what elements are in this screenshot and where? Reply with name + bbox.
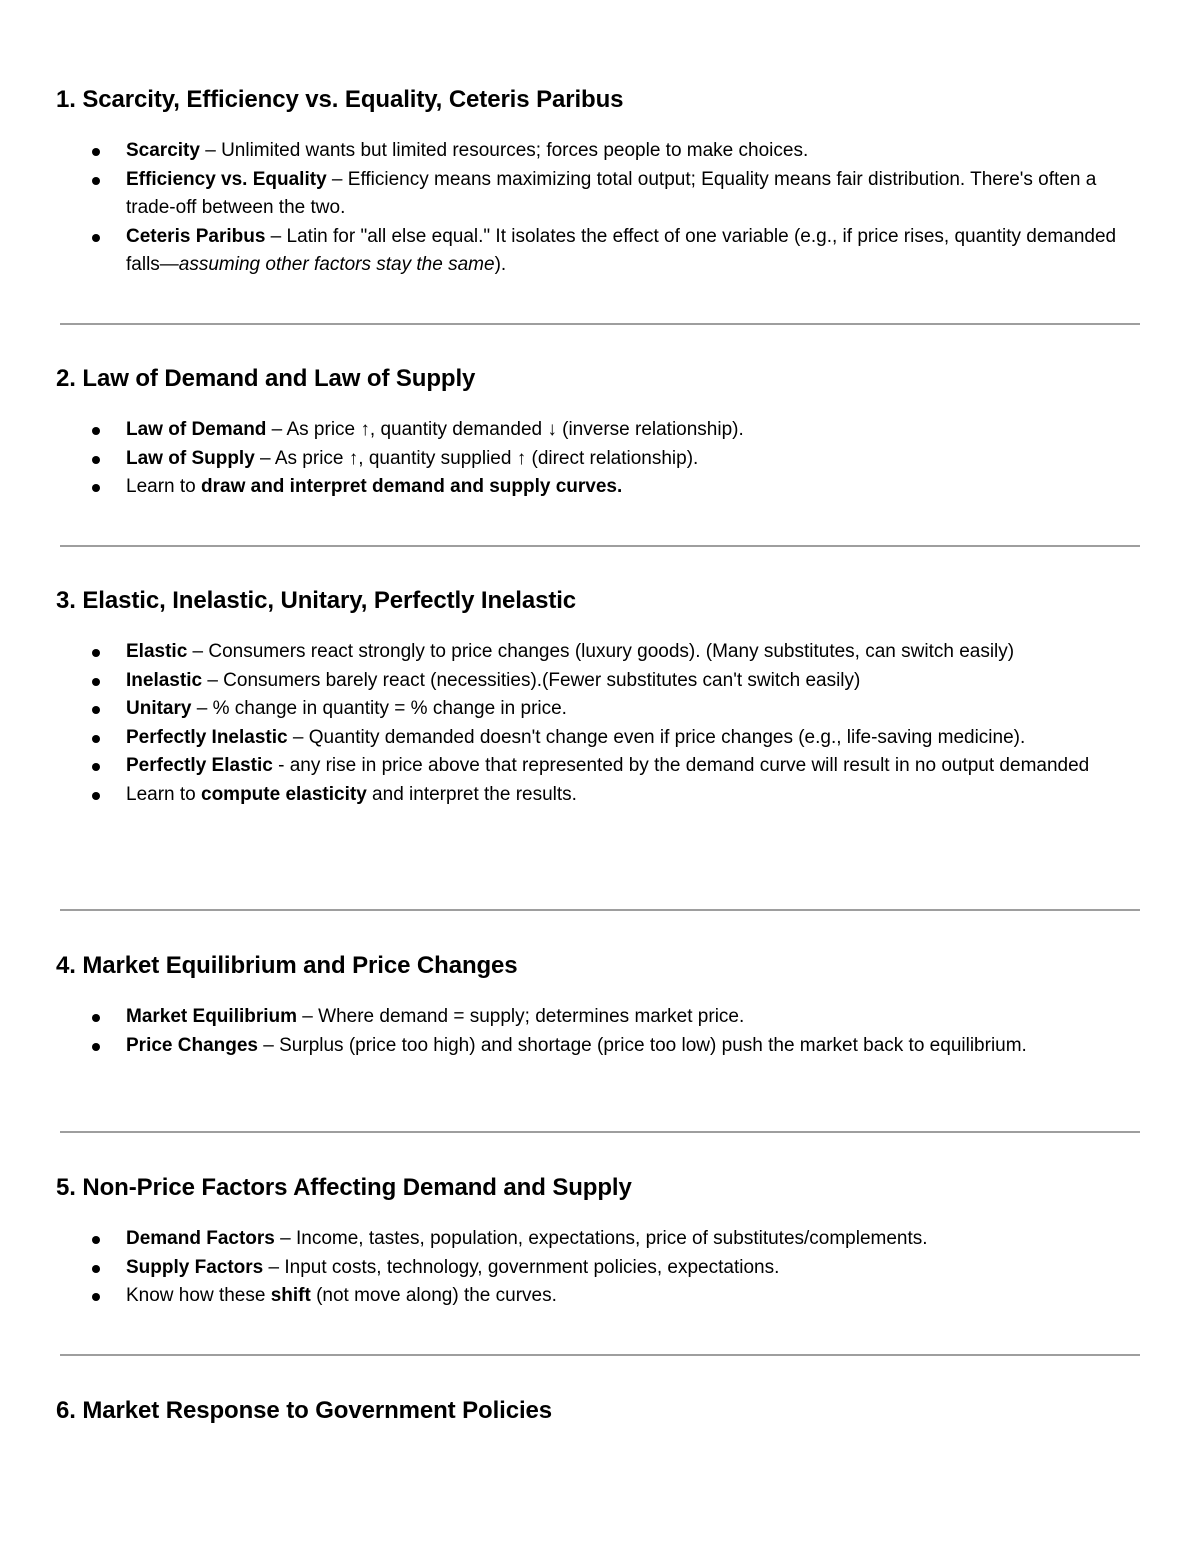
bullet-list — [56, 416, 1146, 502]
item-tail-text: and interpret the results. — [366, 783, 577, 805]
bullet-list — [56, 1225, 1146, 1311]
item-term: Supply Factors — [126, 1256, 264, 1278]
item-text: – Input costs, technology, government policies, expectations. — [263, 1256, 780, 1278]
section-elasticity — [56, 586, 1146, 809]
list-item — [56, 445, 1146, 474]
item-text: – Unlimited wants but limited resources; forces people to make choices. — [199, 140, 809, 161]
item-text: – As price ↑, quantity supplied ↑ (direct relationship). — [254, 447, 699, 469]
item-term: Scarcity — [126, 140, 200, 161]
section-heading: 5. Non-Price Factors Affecting Demand and Supply — [56, 1174, 632, 1201]
bullet-list — [56, 1003, 1146, 1060]
item-lead-text: Know how these — [126, 1285, 271, 1306]
list-item — [56, 473, 1146, 502]
section-demand-supply — [56, 364, 1146, 502]
list-item — [56, 1254, 1146, 1283]
item-term: Demand Factors — [126, 1228, 275, 1249]
section-divider — [60, 1131, 1140, 1133]
section-divider — [60, 909, 1140, 911]
item-term: Efficiency vs. Equality — [126, 168, 327, 190]
list-item — [56, 695, 1146, 724]
section-government-policies — [56, 1396, 1146, 1426]
section-scarcity — [56, 85, 1146, 280]
list-item — [56, 1282, 1146, 1311]
item-term: Law of Supply — [126, 447, 255, 469]
item-text: – Quantity demanded doesn't change even if price changes (e.g., life-saving medicine). — [287, 726, 1026, 748]
item-term: Perfectly Inelastic — [126, 726, 288, 748]
list-item — [56, 166, 1146, 223]
section-heading: 1. Scarcity, Efficiency vs. Equality, Ceteris Paribus — [56, 86, 624, 113]
item-term: Inelastic — [126, 669, 203, 691]
section-divider — [60, 545, 1140, 547]
item-italic-text: assuming other factors stay the same — [178, 254, 495, 275]
list-item — [56, 416, 1146, 445]
list-item — [56, 223, 1146, 280]
item-term: Ceteris Paribus — [126, 225, 266, 247]
list-item — [56, 667, 1146, 696]
item-tail-text: ). — [494, 254, 507, 275]
item-lead-text: Learn to — [126, 783, 201, 805]
section-heading: 4. Market Equilibrium and Price Changes — [56, 952, 518, 979]
item-term: Perfectly Elastic — [126, 755, 273, 776]
section-divider — [60, 323, 1140, 325]
item-tail-text: (not move along) the curves. — [310, 1285, 557, 1306]
section-heading: 3. Elastic, Inelastic, Unitary, Perfectly Inelastic — [56, 587, 577, 614]
section-non-price-factors — [56, 1173, 1146, 1311]
bullet-list — [56, 638, 1146, 809]
item-lead-text: Learn to — [126, 476, 201, 497]
item-text: – % change in quantity = % change in price. — [191, 698, 567, 719]
item-text: – Latin for "all else equal." It isolates the effect of one variable (e.g., if price rises, quantity demanded falls— — [126, 225, 1117, 275]
list-item — [56, 638, 1146, 667]
bullet-list — [56, 137, 1146, 280]
list-item — [56, 781, 1146, 810]
section-heading: 6. Market Response to Government Policies — [56, 1397, 553, 1424]
item-term: Market Equilibrium — [126, 1006, 298, 1027]
item-text: – As price ↑, quantity demanded ↓ (inverse relationship). — [266, 419, 744, 440]
section-divider — [60, 1354, 1140, 1356]
item-text: - any rise in price above that represented by the demand curve will result in no output demanded — [272, 755, 1090, 776]
item-text: – Consumers barely react (necessities).(Fewer substitutes can't switch easily) — [202, 669, 861, 691]
list-item — [56, 752, 1146, 781]
item-text: – Surplus (price too high) and shortage (price too low) push the market back to equilibrium. — [258, 1034, 1027, 1056]
list-item — [56, 1225, 1146, 1254]
item-term: Unitary — [126, 698, 192, 719]
item-bold-text: compute elasticity — [201, 783, 367, 805]
list-item — [56, 137, 1146, 166]
item-text: – Where demand = supply; determines market price. — [297, 1006, 745, 1027]
item-bold-text: shift — [270, 1285, 311, 1306]
section-heading: 2. Law of Demand and Law of Supply — [56, 365, 476, 392]
item-term: Law of Demand — [126, 419, 267, 440]
section-equilibrium — [56, 951, 1146, 1060]
item-term: Elastic — [126, 641, 188, 662]
item-bold-text: draw and interpret demand and supply curves. — [201, 476, 623, 497]
item-text: – Consumers react strongly to price changes (luxury goods). (Many substitutes, can switch easily) — [187, 641, 1015, 662]
item-text: – Efficiency means maximizing total output; Equality means fair distribution. There's often a trade-off between the two. — [126, 168, 1097, 218]
list-item — [56, 1032, 1146, 1061]
list-item — [56, 1003, 1146, 1032]
item-term: Price Changes — [126, 1034, 258, 1056]
list-item — [56, 724, 1146, 753]
item-text: – Income, tastes, population, expectations, price of substitutes/complements. — [274, 1228, 928, 1249]
